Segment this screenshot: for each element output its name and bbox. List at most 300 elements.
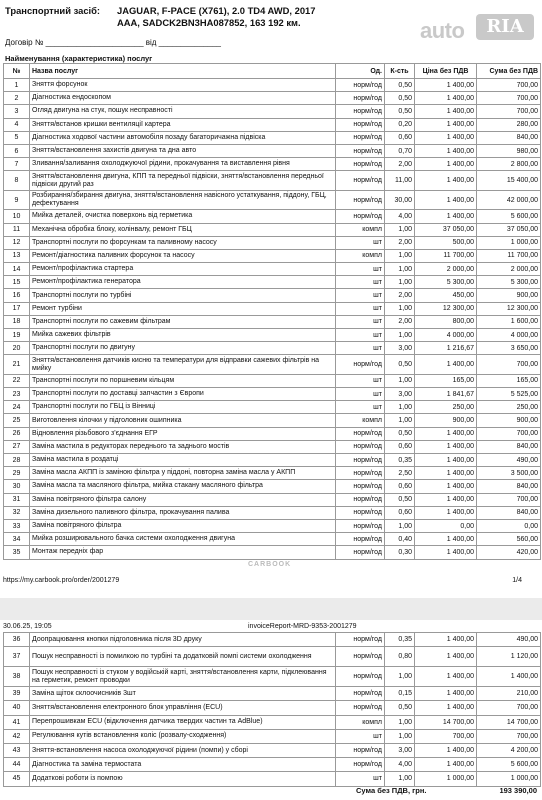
price-cell: 1 841,67: [415, 388, 477, 401]
unit-cell: шт: [336, 289, 385, 302]
sum-cell: 4 200,00: [477, 743, 541, 757]
unit-cell: компл: [336, 715, 385, 729]
sum-cell: 4 000,00: [477, 329, 541, 342]
unit-cell: норм/год: [336, 546, 385, 559]
sum-cell: 5 525,00: [477, 388, 541, 401]
quantity-cell: 1,00: [385, 302, 415, 315]
service-name: Зняття-встановлення насоса охолоджуючої рідини (помпи) у сборі: [30, 743, 336, 757]
service-name: Заміна дизельного паливного фільтра, прокачування палива: [30, 506, 336, 519]
price-cell: 450,00: [415, 289, 477, 302]
unit-cell: норм/год: [336, 355, 385, 375]
unit-cell: норм/год: [336, 190, 385, 210]
row-number: 25: [4, 414, 30, 427]
table-row: [4, 467, 541, 480]
sum-cell: 980,00: [477, 144, 541, 157]
quantity-cell: 1,00: [385, 249, 415, 262]
table-row: [4, 427, 541, 440]
unit-cell: норм/год: [336, 493, 385, 506]
sum-cell: 840,00: [477, 131, 541, 144]
sum-cell: 1 600,00: [477, 315, 541, 328]
price-cell: 1 400,00: [415, 667, 477, 687]
price-cell: 1 400,00: [415, 105, 477, 118]
price-cell: 1 400,00: [415, 171, 477, 191]
service-name: Мийка сажевих фільтрів: [30, 329, 336, 342]
table-row: [4, 190, 541, 210]
sum-cell: 700,00: [477, 701, 541, 715]
sum-cell: 560,00: [477, 533, 541, 546]
quantity-cell: 0,60: [385, 440, 415, 453]
sum-cell: 15 400,00: [477, 171, 541, 191]
unit-cell: норм/год: [336, 701, 385, 715]
quantity-cell: 0,30: [385, 546, 415, 559]
table-row: [4, 249, 541, 262]
sum-cell: 840,00: [477, 506, 541, 519]
price-cell: 11 700,00: [415, 249, 477, 262]
row-number: 19: [4, 329, 30, 342]
sum-cell: 3 650,00: [477, 342, 541, 355]
table-row: [4, 276, 541, 289]
service-name: Мийка деталей, очистка поверхонь від герметика: [30, 210, 336, 223]
table-row: [4, 105, 541, 118]
price-cell: 12 300,00: [415, 302, 477, 315]
service-name: Зливання/заливання охолоджуючої рідини, прокачування та виставлення рівня: [30, 158, 336, 171]
table-row: [4, 667, 541, 687]
price-cell: 1 400,00: [415, 79, 477, 92]
service-name: Заміна мастила в роздатці: [30, 454, 336, 467]
table-row: [4, 687, 541, 701]
quantity-cell: 0,60: [385, 131, 415, 144]
price-cell: 1 000,00: [415, 772, 477, 786]
row-number: 31: [4, 493, 30, 506]
price-cell: 1 400,00: [415, 743, 477, 757]
row-number: 42: [4, 729, 30, 743]
row-number: 9: [4, 190, 30, 210]
row-number: 21: [4, 355, 30, 375]
quantity-cell: 0,50: [385, 355, 415, 375]
total-value: 193 390,00: [499, 786, 537, 795]
row-number: 36: [4, 633, 30, 647]
table-row: [4, 546, 541, 559]
service-name: Транспортні послуги по форсункам та паливному насосу: [30, 236, 336, 249]
page2-date: 30.06.25, 19:05: [3, 623, 52, 630]
sum-cell: 5 600,00: [477, 210, 541, 223]
sum-cell: 2 000,00: [477, 263, 541, 276]
row-number: 15: [4, 276, 30, 289]
unit-cell: норм/год: [336, 131, 385, 144]
row-number: 17: [4, 302, 30, 315]
vehicle-header: [5, 5, 316, 29]
quantity-cell: 0,70: [385, 144, 415, 157]
price-cell: 1 400,00: [415, 355, 477, 375]
sum-cell: 490,00: [477, 454, 541, 467]
sum-cell: 700,00: [477, 105, 541, 118]
unit-cell: шт: [336, 401, 385, 414]
services-table-page-2: [3, 632, 541, 787]
row-number: 12: [4, 236, 30, 249]
row-number: 6: [4, 144, 30, 157]
price-cell: 1 400,00: [415, 533, 477, 546]
row-number: 4: [4, 118, 30, 131]
price-cell: 1 400,00: [415, 158, 477, 171]
table-row: [4, 519, 541, 532]
service-name: Зняття/встанов кришки вентиляції картера: [30, 118, 336, 131]
quantity-cell: 1,00: [385, 401, 415, 414]
quantity-cell: 0,40: [385, 533, 415, 546]
sum-cell: 900,00: [477, 414, 541, 427]
table-row: [4, 743, 541, 757]
service-name: Заміна повітряного фільтра: [30, 519, 336, 532]
row-number: 7: [4, 158, 30, 171]
sum-cell: 5 600,00: [477, 758, 541, 772]
service-name: Виготовлення кілочки у підголовник ошипника: [30, 414, 336, 427]
price-cell: 1 400,00: [415, 546, 477, 559]
quantity-cell: 0,20: [385, 118, 415, 131]
page-gap: [0, 598, 542, 620]
row-number: 41: [4, 715, 30, 729]
sum-cell: 12 300,00: [477, 302, 541, 315]
service-name: Пошук несправності із стуком у водійській карті, зняття/встановлення карти, підклеювання на герметик, ремонт проводки: [30, 667, 336, 687]
unit-cell: норм/год: [336, 533, 385, 546]
sum-cell: 5 300,00: [477, 276, 541, 289]
service-name: Діагностика ендоскопом: [30, 92, 336, 105]
table-row: [4, 92, 541, 105]
sum-cell: 37 050,00: [477, 223, 541, 236]
table-row: [4, 701, 541, 715]
row-number: 24: [4, 401, 30, 414]
row-number: 1: [4, 79, 30, 92]
table-row: [4, 414, 541, 427]
price-cell: 1 400,00: [415, 647, 477, 667]
quantity-cell: 3,00: [385, 388, 415, 401]
col-qty: К-сть: [385, 64, 415, 79]
sum-cell: 14 700,00: [477, 715, 541, 729]
row-number: 34: [4, 533, 30, 546]
service-name: Транспортні послуги по двигуну: [30, 342, 336, 355]
row-number: 32: [4, 506, 30, 519]
table-row: [4, 263, 541, 276]
footer-url: https://my.carbook.pro/order/2001279: [3, 577, 120, 584]
table-row: [4, 223, 541, 236]
row-number: 26: [4, 427, 30, 440]
price-cell: 1 216,67: [415, 342, 477, 355]
quantity-cell: 0,50: [385, 105, 415, 118]
quantity-cell: 4,00: [385, 758, 415, 772]
sum-cell: 700,00: [477, 79, 541, 92]
sum-cell: 165,00: [477, 374, 541, 387]
unit-cell: норм/год: [336, 687, 385, 701]
row-number: 8: [4, 171, 30, 191]
table-row: [4, 236, 541, 249]
service-name: Зняття форсунок: [30, 79, 336, 92]
vehicle-line-2: AAA, SADCK2BN3HA087852, 163 192 км.: [117, 17, 301, 28]
unit-cell: норм/год: [336, 105, 385, 118]
unit-cell: компл: [336, 249, 385, 262]
unit-cell: норм/год: [336, 79, 385, 92]
unit-cell: норм/год: [336, 440, 385, 453]
unit-cell: шт: [336, 374, 385, 387]
sum-cell: 1 000,00: [477, 772, 541, 786]
quantity-cell: 0,35: [385, 454, 415, 467]
table-row: [4, 633, 541, 647]
logo-ria-text: RIA: [476, 14, 534, 40]
sum-cell: 3 500,00: [477, 467, 541, 480]
services-table-page-1: [3, 63, 541, 560]
quantity-cell: 11,00: [385, 171, 415, 191]
auto-ria-logo: [420, 8, 536, 42]
row-number: 40: [4, 701, 30, 715]
unit-cell: шт: [336, 236, 385, 249]
contract-line: Договір № ______________________ від ______________: [5, 38, 221, 47]
page2-report-id: invoiceReport-MRD-9353-2001279: [248, 623, 357, 630]
unit-cell: норм/год: [336, 633, 385, 647]
unit-cell: норм/год: [336, 467, 385, 480]
row-number: 44: [4, 758, 30, 772]
vehicle-label: Транспортний засіб:: [5, 5, 101, 16]
logo-auto-text: auto: [420, 18, 465, 43]
unit-cell: шт: [336, 388, 385, 401]
service-name: Заміна масла та масляного фільтра, мийка стакану масляного фільтра: [30, 480, 336, 493]
unit-cell: норм/год: [336, 144, 385, 157]
price-cell: 5 300,00: [415, 276, 477, 289]
quantity-cell: 1,00: [385, 772, 415, 786]
service-name: Регулювання кутів встановлення коліс (розвалу-сходження): [30, 729, 336, 743]
quantity-cell: 0,60: [385, 480, 415, 493]
price-cell: 1 400,00: [415, 92, 477, 105]
sum-cell: 420,00: [477, 546, 541, 559]
quantity-cell: 2,50: [385, 467, 415, 480]
service-name: Транспортні послуги по поршневим кільцям: [30, 374, 336, 387]
quantity-cell: 1,00: [385, 667, 415, 687]
row-number: 35: [4, 546, 30, 559]
quantity-cell: 0,80: [385, 647, 415, 667]
unit-cell: шт: [336, 772, 385, 786]
table-row: [4, 758, 541, 772]
row-number: 10: [4, 210, 30, 223]
service-name: Заміна масла АКПП із заміною фільтра у піддоні, повторна заміна масла у АКПП: [30, 467, 336, 480]
table-row: [4, 772, 541, 786]
service-name: Монтаж передніх фар: [30, 546, 336, 559]
row-number: 5: [4, 131, 30, 144]
service-name: Заміна повітряного фільтра салону: [30, 493, 336, 506]
sum-cell: 840,00: [477, 480, 541, 493]
table-row: [4, 171, 541, 191]
table-row: [4, 131, 541, 144]
sum-cell: 700,00: [477, 92, 541, 105]
service-name: Транспортні послуги по сажевим фільтрам: [30, 315, 336, 328]
row-number: 45: [4, 772, 30, 786]
sum-cell: 2 800,00: [477, 158, 541, 171]
unit-cell: норм/год: [336, 427, 385, 440]
table-row: [4, 647, 541, 667]
price-cell: 1 400,00: [415, 758, 477, 772]
price-cell: 37 050,00: [415, 223, 477, 236]
quantity-cell: 1,00: [385, 715, 415, 729]
vehicle-line-1: JAGUAR, F-PACE (X761), 2.0 TD4 AWD, 2017: [117, 5, 316, 16]
quantity-cell: 3,00: [385, 743, 415, 757]
price-cell: 1 400,00: [415, 701, 477, 715]
price-cell: 1 400,00: [415, 633, 477, 647]
unit-cell: норм/год: [336, 454, 385, 467]
service-name: Ремонт/діагностика паливних форсунок та насосу: [30, 249, 336, 262]
unit-cell: компл: [336, 414, 385, 427]
sum-cell: 700,00: [477, 493, 541, 506]
table-row: [4, 329, 541, 342]
price-cell: 1 400,00: [415, 210, 477, 223]
col-name: Назва послуг: [30, 64, 336, 79]
col-unit: Од.: [336, 64, 385, 79]
table-row: [4, 440, 541, 453]
row-number: 33: [4, 519, 30, 532]
unit-cell: норм/год: [336, 667, 385, 687]
service-name: Зняття/встановлення двигуна, КПП та передньої підвіски, зняття/встановлення передньої підвіски другий раз: [30, 171, 336, 191]
service-name: Транспортні послуги по ГБЦ із Вінниці: [30, 401, 336, 414]
sum-cell: 1 400,00: [477, 667, 541, 687]
quantity-cell: 0,60: [385, 506, 415, 519]
price-cell: 1 400,00: [415, 427, 477, 440]
table-row: [4, 79, 541, 92]
table-row: [4, 342, 541, 355]
unit-cell: шт: [336, 342, 385, 355]
price-cell: 1 400,00: [415, 467, 477, 480]
service-name: Зняття/встановлення електронного блок управління (ECU): [30, 701, 336, 715]
quantity-cell: 0,50: [385, 701, 415, 715]
col-price: Ціна без ПДВ: [415, 64, 477, 79]
sum-cell: 700,00: [477, 427, 541, 440]
service-name: Механічна обробка блоку, колінвалу, ремонт ГБЦ: [30, 223, 336, 236]
unit-cell: шт: [336, 329, 385, 342]
row-number: 20: [4, 342, 30, 355]
unit-cell: компл: [336, 223, 385, 236]
unit-cell: шт: [336, 315, 385, 328]
table-row: [4, 355, 541, 375]
price-cell: 1 400,00: [415, 131, 477, 144]
table-row: [4, 533, 541, 546]
service-name: Ремонт турбіни: [30, 302, 336, 315]
sum-cell: 280,00: [477, 118, 541, 131]
unit-cell: норм/год: [336, 118, 385, 131]
quantity-cell: 1,00: [385, 223, 415, 236]
price-cell: 1 400,00: [415, 190, 477, 210]
carbook-watermark: CARBOOK: [248, 561, 292, 568]
service-name: Діагностика та заміна термостата: [30, 758, 336, 772]
price-cell: 1 400,00: [415, 440, 477, 453]
table-row: [4, 374, 541, 387]
service-name: Огляд двигуна на стук, пошук несправності: [30, 105, 336, 118]
row-number: 13: [4, 249, 30, 262]
row-number: 3: [4, 105, 30, 118]
service-name: Діагностика ходової частини автомобіля позаду багаторичажна підвіска: [30, 131, 336, 144]
service-name: Мийка розширювального бачка системи охолодження двигуна: [30, 533, 336, 546]
sum-cell: 900,00: [477, 289, 541, 302]
service-name: Зняття/встановлення захистів двигуна та дна авто: [30, 144, 336, 157]
price-cell: 1 400,00: [415, 480, 477, 493]
table-row: [4, 401, 541, 414]
table-row: [4, 480, 541, 493]
unit-cell: шт: [336, 302, 385, 315]
sum-cell: 700,00: [477, 355, 541, 375]
price-cell: 700,00: [415, 729, 477, 743]
row-number: 16: [4, 289, 30, 302]
price-cell: 500,00: [415, 236, 477, 249]
table-row: [4, 454, 541, 467]
total-label: Сума без ПДВ, грн.: [356, 786, 427, 795]
quantity-cell: 1,00: [385, 263, 415, 276]
row-number: 14: [4, 263, 30, 276]
service-name: Доопрацювання кнопки підголовника після 3D друку: [30, 633, 336, 647]
service-name: Заміна щіток склоочисників 3шт: [30, 687, 336, 701]
quantity-cell: 4,00: [385, 210, 415, 223]
price-cell: 1 400,00: [415, 454, 477, 467]
price-cell: 1 400,00: [415, 144, 477, 157]
row-number: 23: [4, 388, 30, 401]
table-row: [4, 715, 541, 729]
service-name: Ремонт/профілактика генератора: [30, 276, 336, 289]
service-name: Зняття/встановлення датчиків кисню та температури для відправки сажевих фільтрів на мийку: [30, 355, 336, 375]
sum-cell: 1 000,00: [477, 236, 541, 249]
service-name: Додаткові роботи із помпою: [30, 772, 336, 786]
table-row: [4, 493, 541, 506]
unit-cell: норм/год: [336, 743, 385, 757]
price-cell: 14 700,00: [415, 715, 477, 729]
row-number: 28: [4, 454, 30, 467]
price-cell: 1 400,00: [415, 118, 477, 131]
row-number: 11: [4, 223, 30, 236]
price-cell: 1 400,00: [415, 506, 477, 519]
footer-page-number: 1/4: [512, 577, 522, 584]
col-sum: Сума без ПДВ: [477, 64, 541, 79]
table-row: [4, 289, 541, 302]
table-row: [4, 388, 541, 401]
row-number: 30: [4, 480, 30, 493]
service-name: Відновлення різьбового з'єднання ЕГР: [30, 427, 336, 440]
sum-cell: 490,00: [477, 633, 541, 647]
unit-cell: норм/год: [336, 758, 385, 772]
row-number: 43: [4, 743, 30, 757]
unit-cell: норм/год: [336, 171, 385, 191]
unit-cell: шт: [336, 729, 385, 743]
row-number: 29: [4, 467, 30, 480]
quantity-cell: 1,00: [385, 374, 415, 387]
sum-cell: 840,00: [477, 440, 541, 453]
service-name: Перепрошивкам ECU (відключення датчика твердих частин та AdBlue): [30, 715, 336, 729]
service-name: Розбирання/збирання двигуна, зняття/встановлення навісного устаткування, піддону, ГБЦ, дефектування: [30, 190, 336, 210]
row-number: 2: [4, 92, 30, 105]
quantity-cell: 30,00: [385, 190, 415, 210]
row-number: 27: [4, 440, 30, 453]
unit-cell: норм/год: [336, 506, 385, 519]
price-cell: 250,00: [415, 401, 477, 414]
unit-cell: шт: [336, 276, 385, 289]
price-cell: 0,00: [415, 519, 477, 532]
unit-cell: норм/год: [336, 92, 385, 105]
sum-cell: 1 120,00: [477, 647, 541, 667]
row-number: 18: [4, 315, 30, 328]
unit-cell: шт: [336, 263, 385, 276]
section-label: Найменування (характеристика) послуг: [5, 54, 153, 63]
table-row: [4, 144, 541, 157]
service-name: Транспортні послуги по доставці запчастин з Європи: [30, 388, 336, 401]
quantity-cell: 0,50: [385, 493, 415, 506]
quantity-cell: 2,00: [385, 158, 415, 171]
sum-cell: 210,00: [477, 687, 541, 701]
price-cell: 800,00: [415, 315, 477, 328]
quantity-cell: 3,00: [385, 342, 415, 355]
quantity-cell: 0,50: [385, 92, 415, 105]
row-number: 39: [4, 687, 30, 701]
quantity-cell: 1,00: [385, 414, 415, 427]
service-name: Пошук несправності із помилкою по турбіні та додатковій помпі системи охолодження: [30, 647, 336, 667]
price-cell: 1 400,00: [415, 687, 477, 701]
